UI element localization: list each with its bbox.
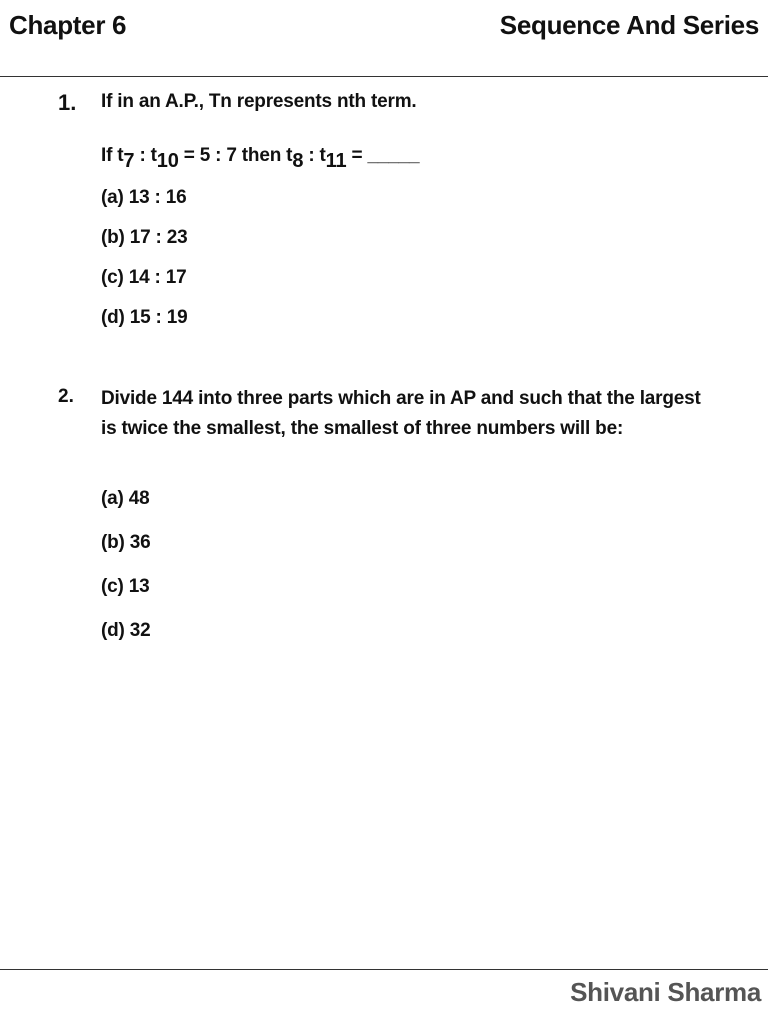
question-1-intro: If in an A.P., Tn represents nth term.	[101, 91, 417, 112]
condition-suffix: = _____	[346, 145, 420, 166]
chapter-title: Chapter 6	[9, 10, 127, 40]
question-1-condition	[101, 145, 420, 172]
condition-sep-2: : t	[303, 145, 326, 166]
question-1-option-d: (d) 15 : 19	[101, 307, 188, 328]
question-1-option-c: (c) 14 : 17	[101, 267, 187, 288]
footer-divider	[0, 969, 768, 970]
question-2-option-b: (b) 36	[101, 532, 151, 553]
condition-sep-1: : t	[134, 145, 157, 166]
question-1-option-a: (a) 13 : 16	[101, 187, 187, 208]
question-2-number: 2.	[58, 386, 74, 407]
condition-sub-4: 11	[325, 150, 347, 172]
question-2-text: Divide 144 into three parts which are in AP and such that the largest is twice the smallest, the smallest of three numbers will be:	[101, 388, 701, 439]
condition-prefix: If t	[101, 145, 124, 166]
condition-mid: = 5 : 7 then t	[178, 145, 293, 166]
condition-sub-1: 7	[123, 150, 135, 172]
question-1-option-b: (b) 17 : 23	[101, 227, 188, 248]
author-name: Shivani Sharma	[570, 977, 761, 1007]
topic-title: Sequence And Series	[499, 10, 759, 40]
header-divider	[0, 76, 768, 77]
question-1-number: 1.	[58, 90, 77, 115]
question-2-option-a: (a) 48	[101, 488, 150, 509]
condition-sub-2: 10	[156, 150, 179, 172]
question-2-option-d: (d) 32	[101, 620, 151, 641]
condition-sub-3: 8	[292, 150, 304, 172]
question-2-option-c: (c) 13	[101, 576, 150, 597]
